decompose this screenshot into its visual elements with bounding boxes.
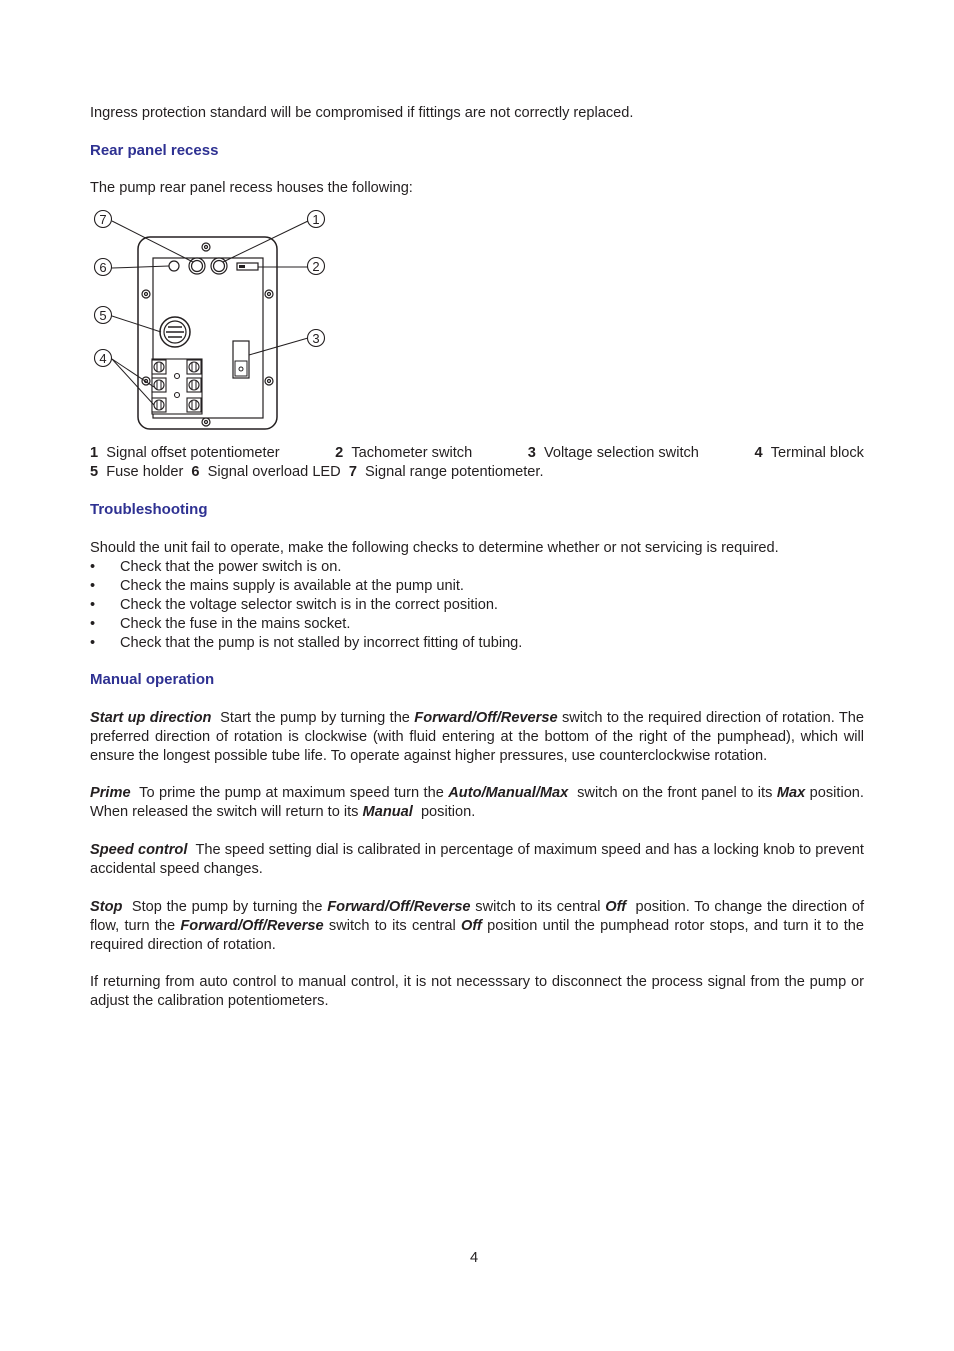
prime-paragraph: Prime To prime the pump at maximum speed turn the Auto/Manual/Max switch on the front panel to its Max position. When released the switch will return to its Manual position. xyxy=(90,785,864,820)
rear-panel-diagram xyxy=(90,205,340,435)
legend-item-2: 2 Tachometer switch xyxy=(335,445,473,461)
intro-text: Ingress protection standard will be compromised if fittings are not correctly replaced. xyxy=(90,105,634,121)
troubleshooting-text: Should the unit fail to operate, make the following checks to determine whether or not servicing is required. xyxy=(90,540,779,556)
list-item: • Check the voltage selector switch is in the correct position. xyxy=(90,597,498,613)
startup-paragraph: Start up direction Start the pump by turning the Forward/Off/Reverse switch to the required direction of rotation. The preferred direction of rotation is clockwise (with fluid entering at the bottom of the right of the pumphead), which will ensure the longest possible tube life. To operate against higher pressures, use counterclockwise rotation. xyxy=(90,710,865,764)
callout-2-label: 2 xyxy=(312,259,320,274)
callout-1-label: 1 xyxy=(312,212,320,227)
legend-item-6: 6 Signal overload LED xyxy=(191,464,341,480)
list-item: • Check the fuse in the mains socket. xyxy=(90,616,351,632)
led-icon xyxy=(169,261,179,271)
list-item: • Check the mains supply is available at the pump unit. xyxy=(90,578,464,594)
list-item: • Check that the pump is not stalled by incorrect fitting of tubing. xyxy=(90,635,523,651)
speed-control-paragraph: Speed control The speed setting dial is calibrated in percentage of maximum speed and has a locking knob to prevent accidental speed changes. xyxy=(90,842,864,877)
callout-7-label: 7 xyxy=(99,212,107,227)
legend-item-3: 3 Voltage selection switch xyxy=(527,445,699,461)
callout-3-label: 3 xyxy=(312,331,320,346)
page-number: 4 xyxy=(470,1250,479,1266)
rear-panel-text: The pump rear panel recess houses the following: xyxy=(90,180,413,196)
stop-paragraph: Stop Stop the pump by turning the Forward/Off/Reverse switch to its central Off position. To change the direction of flow, turn the Forward/Off/Reverse switch to its central Off position until the pumphead rotor stops, and turn it to the required direction of rotation. xyxy=(90,899,865,953)
legend-item-5: 5 Fuse holder xyxy=(90,464,184,480)
list-item: • Check that the power switch is on. xyxy=(90,559,342,575)
legend-item-4: 4 Terminal block xyxy=(754,445,864,461)
rear-panel-heading: Rear panel recess xyxy=(90,142,219,159)
callout-6-label: 6 xyxy=(99,260,107,275)
terminal-block-icon xyxy=(152,359,202,414)
callout-4-label: 4 xyxy=(99,351,107,366)
diagram-legend xyxy=(90,444,864,482)
manual-operation-heading: Manual operation xyxy=(90,671,215,688)
legend-item-7: 7 Signal range potentiometer. xyxy=(348,464,544,480)
returning-paragraph: If returning from auto control to manual control, it is not necesssary to disconnect the process signal from the pump or adjust the calibration potentiometers. xyxy=(90,974,864,1009)
callout-5-label: 5 xyxy=(99,308,107,323)
troubleshooting-list xyxy=(90,558,864,653)
legend-item-1: 1 Signal offset potentiometer xyxy=(90,445,280,461)
troubleshooting-heading: Troubleshooting xyxy=(90,501,208,518)
